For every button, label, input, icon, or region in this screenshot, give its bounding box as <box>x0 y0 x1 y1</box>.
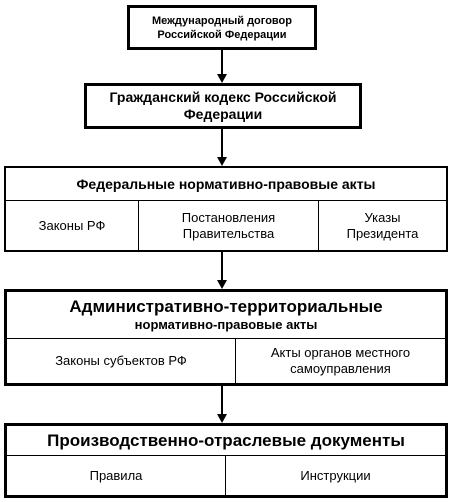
production-docs-box <box>4 423 448 498</box>
federal-cell-laws <box>6 201 138 250</box>
arrow-federal-to-admin <box>216 252 228 290</box>
admin-title: Административно-территориальные <box>69 297 383 316</box>
federal-acts-box <box>4 166 448 252</box>
admin-cell-local-acts-line2: самоуправления <box>290 361 391 376</box>
federal-cell-resolutions-line1: Постановления <box>181 209 276 225</box>
admin-header <box>7 292 445 338</box>
federal-cell-resolutions <box>139 201 318 250</box>
production-cell-rules-label: Правила <box>89 467 143 483</box>
arrow-code-to-federal <box>216 129 228 167</box>
admin-cell-regional-laws-line1: Законы субъектов РФ <box>55 353 187 368</box>
civil-code-line2: Федерации <box>183 106 263 122</box>
production-cell-rules <box>7 456 225 495</box>
treaty-line2: Российской Федерации <box>157 28 287 41</box>
federal-cell-decrees-line1: Указы <box>364 209 401 225</box>
production-cell-instructions <box>226 456 445 495</box>
treaty-line1: Международный договор <box>152 14 292 27</box>
federal-cell-laws-line1: Законы РФ <box>38 217 106 233</box>
civil-code-box <box>84 83 362 129</box>
civil-code-line1: Гражданский кодекс Российской <box>109 89 337 105</box>
treaty-box <box>127 5 317 50</box>
admin-subtitle: нормативно-правовые акты <box>134 317 318 332</box>
arrow-admin-to-production <box>216 386 228 424</box>
admin-cell-local-acts-line1: Акты органов местного <box>270 345 411 360</box>
admin-cell-regional-laws <box>7 339 235 383</box>
admin-cell-local-acts <box>236 339 445 383</box>
arrow-treaty-to-code <box>216 50 228 84</box>
admin-acts-box <box>4 289 448 386</box>
federal-title: Федеральные нормативно-правовые акты <box>76 176 376 192</box>
federal-cell-decrees-line2: Президента <box>346 225 419 241</box>
production-title: Производственно-отраслевые документы <box>47 430 405 450</box>
federal-cell-decrees <box>319 201 446 250</box>
federal-cell-resolutions-line2: Правительства <box>182 225 275 241</box>
production-cell-instructions-label: Инструкции <box>300 467 371 483</box>
